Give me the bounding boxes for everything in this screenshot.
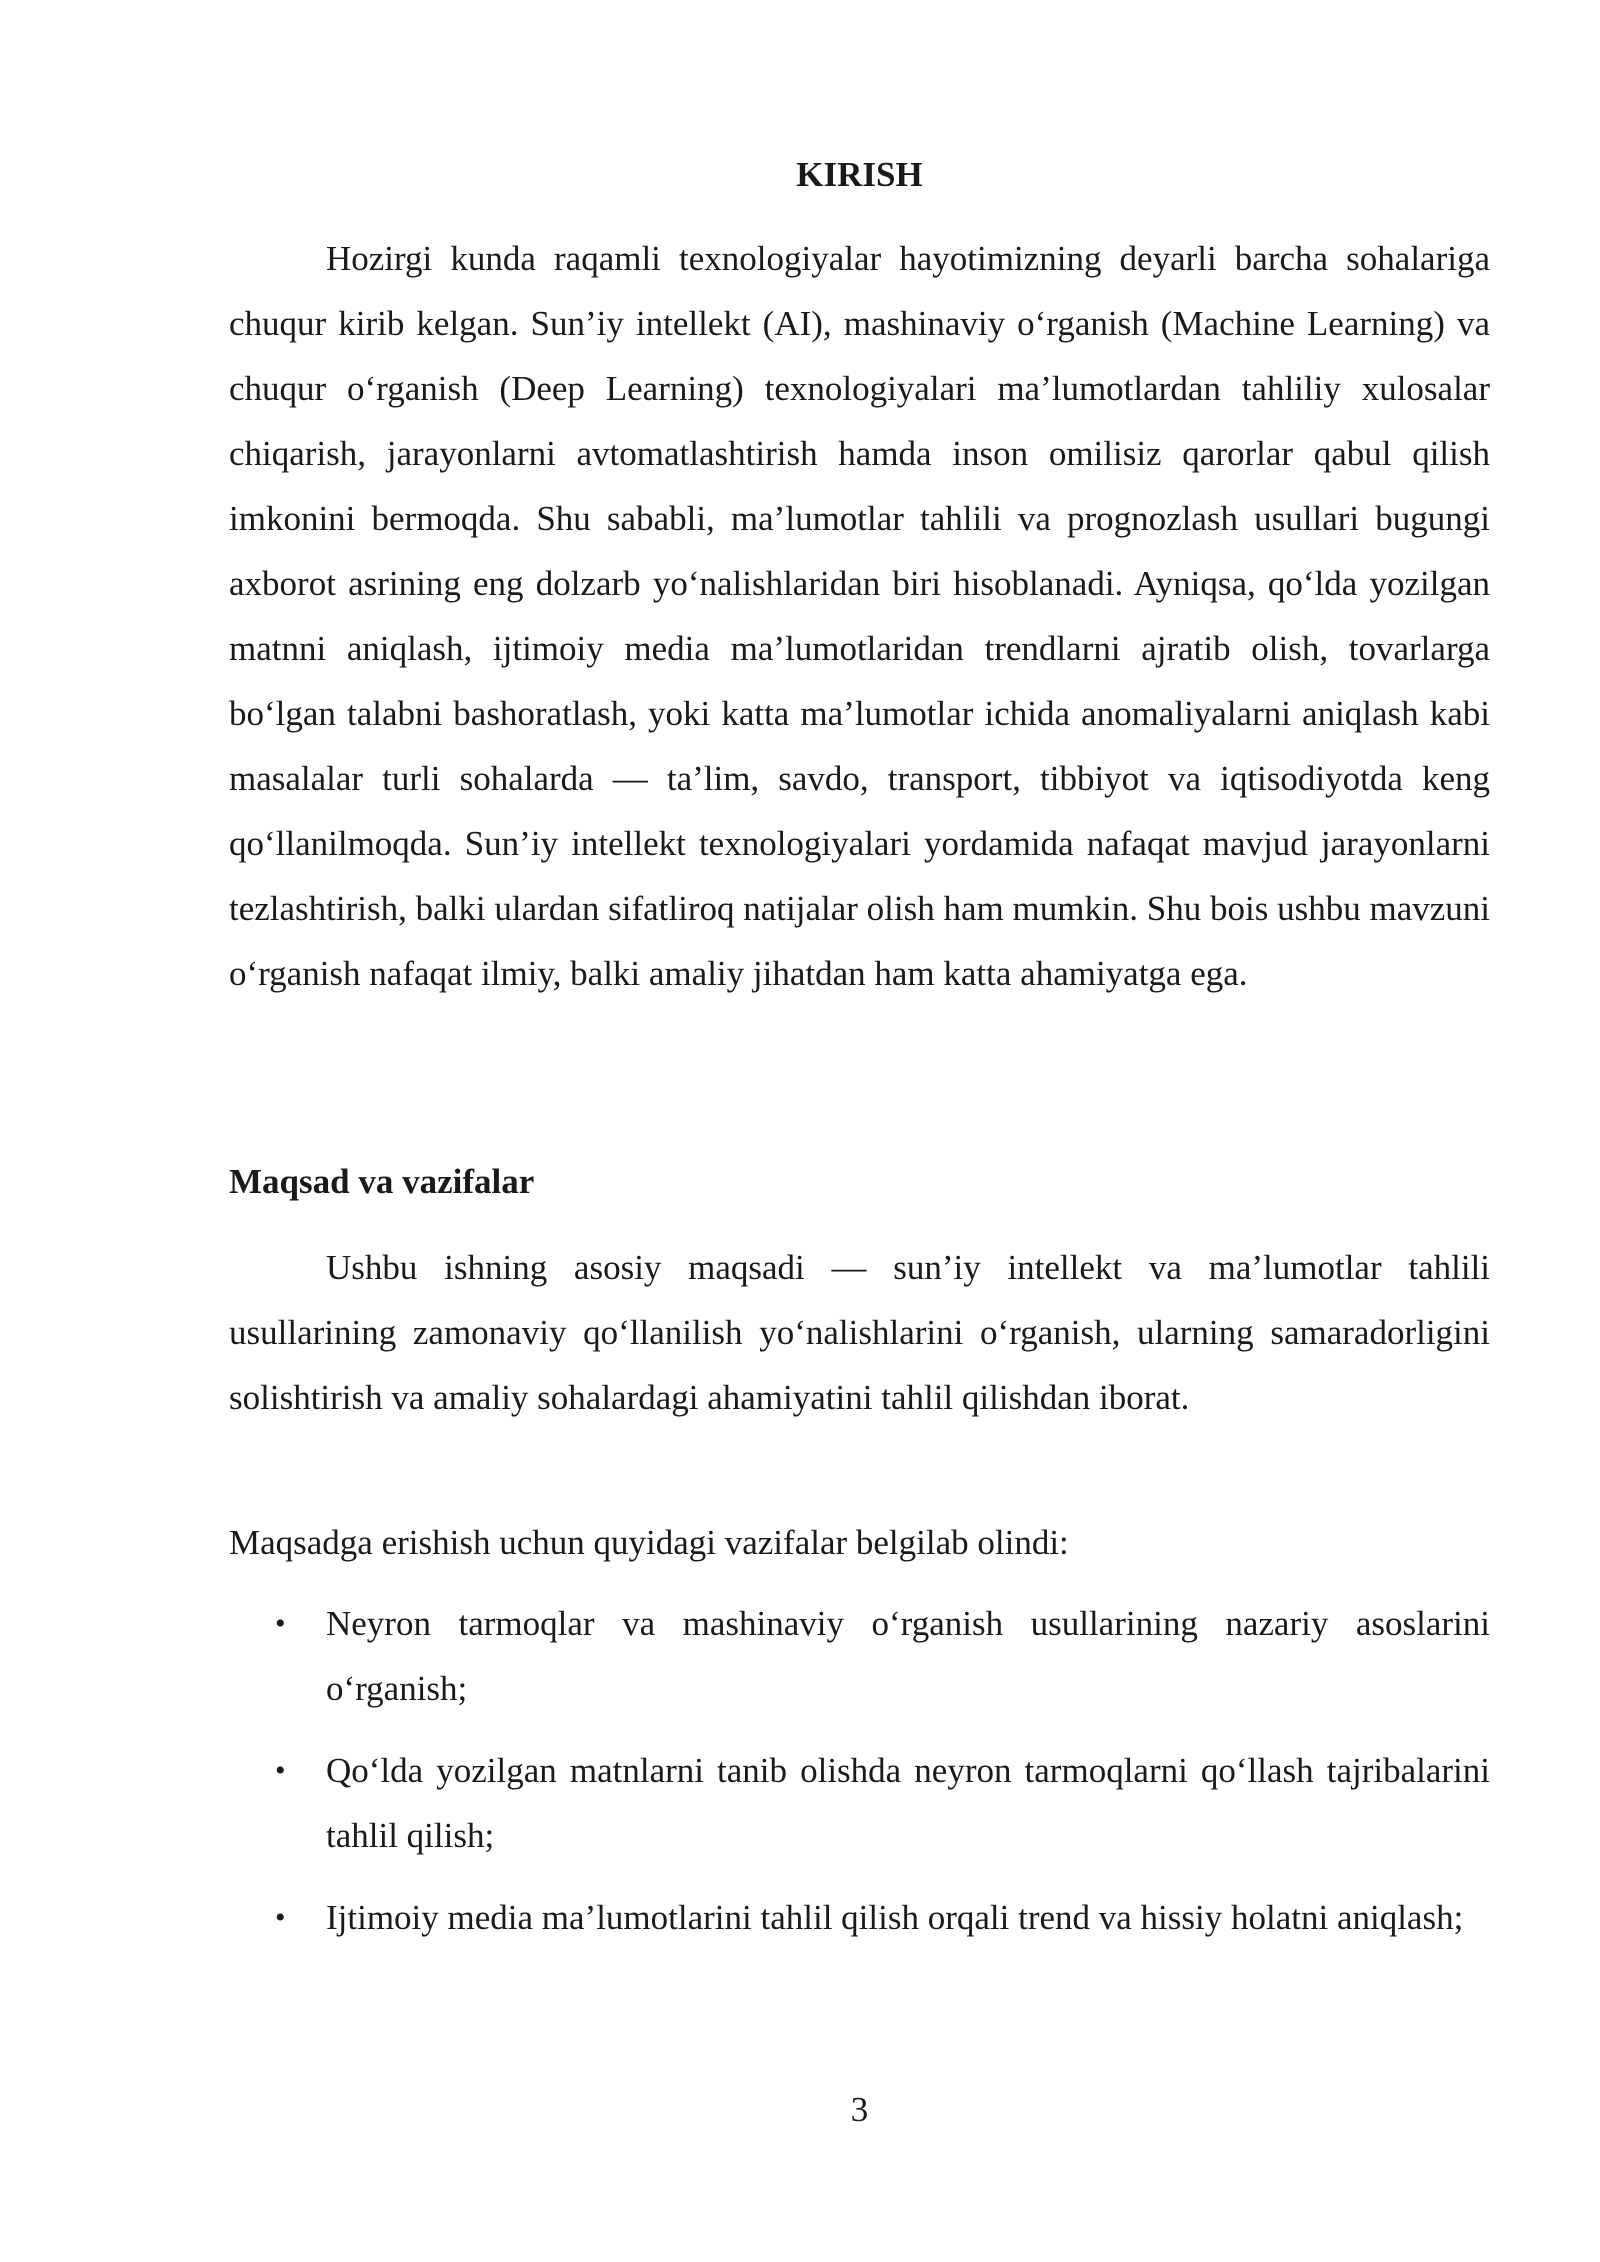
bullet-icon: •	[275, 1607, 286, 1640]
goal-section	[229, 1235, 1490, 1430]
page-number: 3	[850, 2090, 869, 2129]
intro-section	[229, 226, 1490, 1006]
task-text: Qo‘lda yozilgan matnlarni tanib olishda neyron tarmoqlarni qo‘llash tajribalarini tahlil qilish;	[326, 1751, 1490, 1855]
task-text: Ijtimoiy media ma’lumotlarini tahlil qilish orqali trend va hissiy holatni aniqlash;	[326, 1898, 1464, 1937]
task-list	[229, 1591, 1490, 1967]
bullet-icon: •	[275, 1901, 286, 1934]
list-item	[229, 1885, 1490, 1950]
list-item	[229, 1738, 1490, 1868]
section-heading: Maqsad va vazifalar	[229, 1162, 535, 1201]
goal-paragraph: Ushbu ishning asosiy maqsadi — sun’iy intellekt va ma’lumotlar tahlili usullarining zamonaviy qo‘llanilish yo‘nalishlarini o‘rganish, ularning samaradorligini solishtirish va amaliy sohalardagi ahamiyatini tahlil qilishdan iborat.	[229, 1248, 1490, 1417]
intro-paragraph: Hozirgi kunda raqamli texnologiyalar hayotimizning deyarli barcha sohalariga chuqur kirib kelgan. Sun’iy intellekt (AI), mashinaviy o‘rganish (Machine Learning) va chuqur o‘rganish (Deep Learning) texnologiyalari ma’lumotlardan tahliliy xulosalar chiqarish, jarayonlarni avtomatlashtirish hamda inson omilisiz qarorlar qabul qilish imkonini bermoqda. Shu sababli, ma’lumotlar tahlili va prognozlash usullari bugungi axborot asrining eng dolzarb yo‘nalishlaridan biri hisoblanadi. Ayniqsa, qo‘lda yozilgan matnni aniqlash, ijtimoiy media ma’lumotlaridan trendlarni ajratib olish, tovarlarga bo‘lgan talabni bashoratlash, yoki katta ma’lumotlar ichida anomaliyalarni aniqlash kabi masalalar turli sohalarda — ta’lim, savdo, transport, tibbiyot va iqtisodiyotda keng qo‘llanilmoqda. Sun’iy intellekt texnologiyalari yordamida nafaqat mavjud jarayonlarni tezlashtirish, balki ulardan sifatliroq natijalar olish ham mumkin. Shu bois ushbu mavzuni o‘rganish nafaqat ilmiy, balki amaliy jihatdan ham katta ahamiyatga ega.	[229, 239, 1490, 993]
page-title: KIRISH	[796, 155, 923, 194]
list-item	[229, 1591, 1490, 1721]
tasks-intro: Maqsadga erishish uchun quyidagi vazifalar belgilab olindi:	[229, 1523, 1069, 1562]
task-text: Neyron tarmoqlar va mashinaviy o‘rganish usullarining nazariy asoslarini o‘rganish;	[326, 1604, 1490, 1708]
bullet-icon: •	[275, 1754, 286, 1787]
